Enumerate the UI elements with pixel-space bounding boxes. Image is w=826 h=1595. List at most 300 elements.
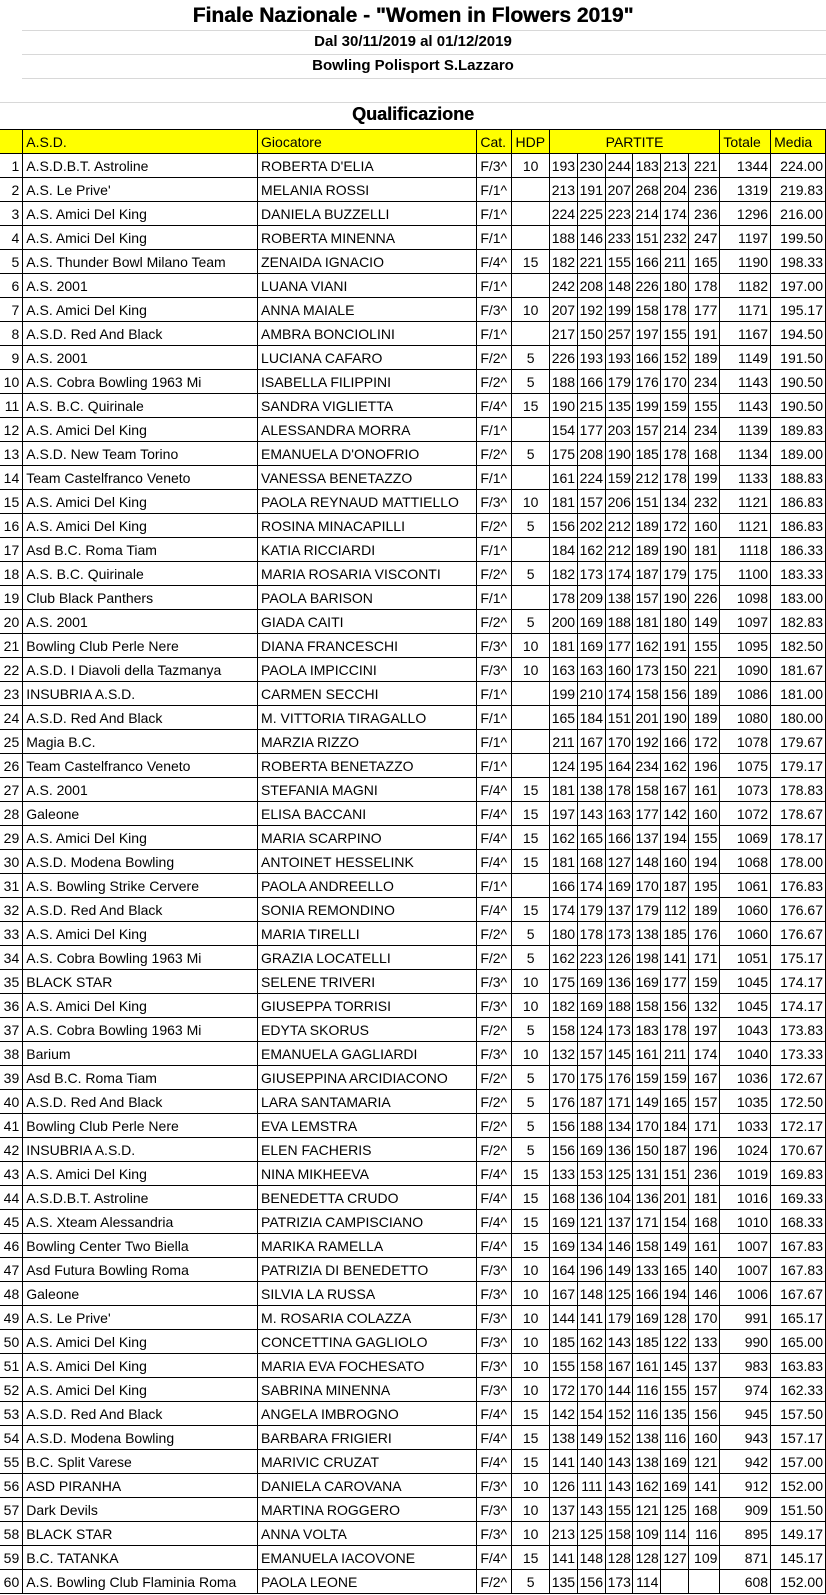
game4-cell: 116 [633, 1402, 661, 1426]
game5-cell: 166 [661, 730, 689, 754]
category-cell: F/1^ [477, 730, 512, 754]
game3-cell: 193 [605, 346, 633, 370]
rank-cell: 7 [0, 298, 23, 322]
average-cell: 167.83 [771, 1234, 826, 1258]
table-row [0, 1090, 826, 1114]
game5-cell: 159 [661, 1066, 689, 1090]
player-cell: ROBERTA BENETAZZO [258, 754, 477, 778]
table-row [0, 1378, 826, 1402]
table-row [0, 946, 826, 970]
rank-cell: 2 [0, 178, 23, 202]
game3-cell: 174 [605, 562, 633, 586]
total-cell: 1182 [720, 274, 771, 298]
total-cell: 1073 [720, 778, 771, 802]
player-cell: EDYTA SKORUS [258, 1018, 477, 1042]
asd-cell: Team Castelfranco Veneto [23, 754, 258, 778]
handicap-header: HDP [512, 130, 549, 154]
rank-cell: 36 [0, 994, 23, 1018]
game2-cell: 191 [577, 178, 605, 202]
game5-cell: 180 [661, 274, 689, 298]
handicap-cell: 5 [512, 1570, 549, 1594]
table-body [0, 154, 826, 1594]
player-cell: BARBARA FRIGIERI [258, 1426, 477, 1450]
total-cell: 1010 [720, 1210, 771, 1234]
rank-cell: 45 [0, 1210, 23, 1234]
game5-cell: 112 [661, 898, 689, 922]
average-cell: 162.33 [771, 1378, 826, 1402]
total-cell: 1051 [720, 946, 771, 970]
player-cell: ROBERTA MINENNA [258, 226, 477, 250]
table-row [0, 370, 826, 394]
total-cell: 1016 [720, 1186, 771, 1210]
table-header [0, 130, 826, 154]
game4-cell: 151 [633, 490, 661, 514]
game4-cell: 162 [633, 1474, 661, 1498]
game2-cell: 163 [577, 658, 605, 682]
game2-cell: 143 [577, 1498, 605, 1522]
game4-cell: 166 [633, 1282, 661, 1306]
game6-cell: 165 [689, 250, 720, 274]
game2-cell: 140 [577, 1450, 605, 1474]
asd-cell: B.C. TATANKA [23, 1546, 258, 1570]
player-cell: ALESSANDRA MORRA [258, 418, 477, 442]
game2-cell: 195 [577, 754, 605, 778]
rank-cell: 15 [0, 490, 23, 514]
category-cell: F/3^ [477, 1258, 512, 1282]
table-row [0, 466, 826, 490]
game2-cell: 175 [577, 1066, 605, 1090]
player-cell: LARA SANTAMARIA [258, 1090, 477, 1114]
category-cell: F/1^ [477, 202, 512, 226]
asd-cell: Barium [23, 1042, 258, 1066]
rank-cell: 37 [0, 1018, 23, 1042]
table-row [0, 754, 826, 778]
game3-cell: 170 [605, 730, 633, 754]
game3-cell: 178 [605, 778, 633, 802]
game5-cell: 190 [661, 586, 689, 610]
handicap-cell: 10 [512, 1042, 549, 1066]
game5-cell: 174 [661, 202, 689, 226]
game4-cell: 226 [633, 274, 661, 298]
rank-cell: 18 [0, 562, 23, 586]
total-cell: 1097 [720, 610, 771, 634]
game6-cell: 171 [689, 1114, 720, 1138]
rank-cell: 28 [0, 802, 23, 826]
total-cell: 1118 [720, 538, 771, 562]
table-row [0, 346, 826, 370]
game3-cell: 169 [605, 874, 633, 898]
average-cell: 151.50 [771, 1498, 826, 1522]
game5-cell: 125 [661, 1498, 689, 1522]
asd-cell: A.S. Amici Del King [23, 826, 258, 850]
rank-cell: 25 [0, 730, 23, 754]
game5-cell: 114 [661, 1522, 689, 1546]
game5-cell: 116 [661, 1426, 689, 1450]
game2-cell: 111 [577, 1474, 605, 1498]
player-cell: MARZIA RIZZO [258, 730, 477, 754]
table-row [0, 922, 826, 946]
game2-cell: 154 [577, 1402, 605, 1426]
asd-cell: A.S. Bowling Club Flaminia Roma [23, 1570, 258, 1594]
game5-cell: 155 [661, 1378, 689, 1402]
game5-cell: 122 [661, 1330, 689, 1354]
rank-cell: 8 [0, 322, 23, 346]
game2-cell: 208 [577, 274, 605, 298]
game1-cell: 213 [549, 178, 577, 202]
game3-cell: 135 [605, 394, 633, 418]
game3-cell: 212 [605, 514, 633, 538]
rank-cell: 51 [0, 1354, 23, 1378]
game3-cell: 166 [605, 826, 633, 850]
game6-cell: 161 [689, 778, 720, 802]
category-cell: F/3^ [477, 1378, 512, 1402]
rank-cell: 42 [0, 1138, 23, 1162]
average-cell: 179.67 [771, 730, 826, 754]
rank-cell: 33 [0, 922, 23, 946]
game5-cell: 134 [661, 490, 689, 514]
player-cell: CONCETTINA GAGLIOLO [258, 1330, 477, 1354]
asd-cell: ASD PIRANHA [23, 1474, 258, 1498]
asd-cell: A.S. 2001 [23, 778, 258, 802]
asd-cell: Asd B.C. Roma Tiam [23, 538, 258, 562]
game5-cell: 204 [661, 178, 689, 202]
table-row [0, 154, 826, 178]
average-cell: 169.33 [771, 1186, 826, 1210]
game1-cell: 156 [549, 1138, 577, 1162]
average-cell: 176.83 [771, 874, 826, 898]
average-cell: 170.67 [771, 1138, 826, 1162]
total-cell: 1069 [720, 826, 771, 850]
table-row [0, 274, 826, 298]
table-row [0, 1162, 826, 1186]
game4-cell: 185 [633, 442, 661, 466]
category-cell: F/1^ [477, 682, 512, 706]
total-cell: 1072 [720, 802, 771, 826]
average-cell: 186.83 [771, 490, 826, 514]
asd-cell: A.S. Thunder Bowl Milano Team [23, 250, 258, 274]
category-cell: F/1^ [477, 586, 512, 610]
category-cell: F/2^ [477, 946, 512, 970]
total-cell: 608 [720, 1570, 771, 1594]
player-cell: ELEN FACHERIS [258, 1138, 477, 1162]
game2-cell: 150 [577, 322, 605, 346]
category-cell: F/4^ [477, 826, 512, 850]
game2-cell: 173 [577, 562, 605, 586]
game2-cell: 178 [577, 922, 605, 946]
table-row [0, 394, 826, 418]
game4-cell: 114 [633, 1570, 661, 1594]
average-cell: 224.00 [771, 154, 826, 178]
asd-cell: A.S. Bowling Strike Cervere [23, 874, 258, 898]
game6-cell: 196 [689, 1138, 720, 1162]
category-cell: F/1^ [477, 226, 512, 250]
game1-cell: 168 [549, 1186, 577, 1210]
game6-cell: 234 [689, 418, 720, 442]
game1-cell: 181 [549, 850, 577, 874]
divider [22, 54, 826, 55]
game3-cell: 143 [605, 1330, 633, 1354]
total-cell: 1019 [720, 1162, 771, 1186]
handicap-cell: 10 [512, 658, 549, 682]
player-cell: EMANUELA GAGLIARDI [258, 1042, 477, 1066]
asd-cell: A.S. Amici Del King [23, 298, 258, 322]
category-cell: F/1^ [477, 874, 512, 898]
player-cell: ANNA VOLTA [258, 1522, 477, 1546]
table-row [0, 970, 826, 994]
game4-cell: 161 [633, 1042, 661, 1066]
game5-cell: 155 [661, 322, 689, 346]
player-cell: DANIELA CAROVANA [258, 1474, 477, 1498]
game3-cell: 137 [605, 898, 633, 922]
game5-cell: 194 [661, 1282, 689, 1306]
category-cell: F/4^ [477, 1186, 512, 1210]
game5-cell: 178 [661, 298, 689, 322]
game6-cell: 175 [689, 562, 720, 586]
player-cell: MARIVIC CRUZAT [258, 1450, 477, 1474]
player-cell: ROBERTA D'ELIA [258, 154, 477, 178]
game4-cell: 199 [633, 394, 661, 418]
rank-cell: 41 [0, 1114, 23, 1138]
table-row [0, 802, 826, 826]
game2-cell: 169 [577, 610, 605, 634]
game6-cell: 194 [689, 850, 720, 874]
table-row [0, 1522, 826, 1546]
category-cell: F/4^ [477, 1162, 512, 1186]
game4-cell: 158 [633, 1234, 661, 1258]
game5-cell: 170 [661, 370, 689, 394]
game3-cell: 104 [605, 1186, 633, 1210]
game4-cell: 201 [633, 706, 661, 730]
asd-cell: A.S. Amici Del King [23, 1330, 258, 1354]
total-cell: 1143 [720, 394, 771, 418]
average-cell: 182.50 [771, 634, 826, 658]
total-cell: 943 [720, 1426, 771, 1450]
total-cell: 1095 [720, 634, 771, 658]
handicap-cell: 5 [512, 1090, 549, 1114]
game3-cell: 179 [605, 1306, 633, 1330]
table-row [0, 826, 826, 850]
game4-cell: 173 [633, 658, 661, 682]
table-row [0, 250, 826, 274]
asd-cell: A.S. Amici Del King [23, 1354, 258, 1378]
game6-cell: 161 [689, 1234, 720, 1258]
asd-cell: A.S.D. Modena Bowling [23, 1426, 258, 1450]
game1-cell: 165 [549, 706, 577, 730]
game1-cell: 175 [549, 442, 577, 466]
rank-header [0, 130, 23, 154]
average-cell: 149.17 [771, 1522, 826, 1546]
game1-cell: 182 [549, 250, 577, 274]
game1-cell: 156 [549, 1114, 577, 1138]
handicap-cell: 5 [512, 922, 549, 946]
total-cell: 1060 [720, 922, 771, 946]
game3-cell: 174 [605, 682, 633, 706]
game1-cell: 135 [549, 1570, 577, 1594]
handicap-cell: 5 [512, 370, 549, 394]
game2-cell: 184 [577, 706, 605, 730]
category-cell: F/3^ [477, 970, 512, 994]
average-cell: 172.50 [771, 1090, 826, 1114]
game1-cell: 182 [549, 994, 577, 1018]
asd-cell: A.S.D. Modena Bowling [23, 850, 258, 874]
handicap-cell: 10 [512, 994, 549, 1018]
game6-cell: 155 [689, 634, 720, 658]
table-row [0, 322, 826, 346]
game6-cell: 247 [689, 226, 720, 250]
game5-cell: 178 [661, 442, 689, 466]
page-title: Finale Nazionale - "Women in Flowers 2019" [192, 4, 634, 27]
total-cell: 983 [720, 1354, 771, 1378]
total-cell: 1006 [720, 1282, 771, 1306]
handicap-cell: 10 [512, 1522, 549, 1546]
total-cell: 1075 [720, 754, 771, 778]
rank-cell: 55 [0, 1450, 23, 1474]
rank-cell: 52 [0, 1378, 23, 1402]
table-row [0, 1138, 826, 1162]
average-cell: 172.67 [771, 1066, 826, 1090]
category-cell: F/3^ [477, 1498, 512, 1522]
category-cell: F/4^ [477, 778, 512, 802]
rank-cell: 32 [0, 898, 23, 922]
rank-cell: 54 [0, 1426, 23, 1450]
table-row [0, 658, 826, 682]
handicap-cell: 10 [512, 634, 549, 658]
table-row [0, 1570, 826, 1594]
game1-cell: 158 [549, 1018, 577, 1042]
asd-cell: A.S. Amici Del King [23, 226, 258, 250]
player-cell: ZENAIDA IGNACIO [258, 250, 477, 274]
game6-cell: 174 [689, 1042, 720, 1066]
asd-cell: Dark Devils [23, 1498, 258, 1522]
average-cell: 189.83 [771, 418, 826, 442]
asd-cell: A.S.D. Red And Black [23, 1402, 258, 1426]
asd-cell: A.S.D. Red And Black [23, 322, 258, 346]
game4-cell: 138 [633, 1450, 661, 1474]
rank-cell: 46 [0, 1234, 23, 1258]
category-cell: F/4^ [477, 850, 512, 874]
game5-cell: 187 [661, 874, 689, 898]
asd-cell: INSUBRIA A.S.D. [23, 682, 258, 706]
total-cell: 1133 [720, 466, 771, 490]
game4-cell: 177 [633, 802, 661, 826]
table-row [0, 706, 826, 730]
game4-cell: 185 [633, 1330, 661, 1354]
category-cell: F/1^ [477, 178, 512, 202]
game6-cell: 189 [689, 346, 720, 370]
game6-cell: 156 [689, 1402, 720, 1426]
game2-cell: 124 [577, 1018, 605, 1042]
game6-cell: 155 [689, 826, 720, 850]
rank-cell: 58 [0, 1522, 23, 1546]
game2-cell: 230 [577, 154, 605, 178]
game5-cell: 211 [661, 250, 689, 274]
average-cell: 181.00 [771, 682, 826, 706]
game6-cell: 159 [689, 970, 720, 994]
total-cell: 990 [720, 1330, 771, 1354]
game3-cell: 136 [605, 1138, 633, 1162]
category-cell: F/1^ [477, 538, 512, 562]
asd-cell: A.S. Le Prive' [23, 178, 258, 202]
rank-cell: 6 [0, 274, 23, 298]
rank-cell: 47 [0, 1258, 23, 1282]
asd-cell: A.S.D. Red And Black [23, 898, 258, 922]
category-cell: F/3^ [477, 490, 512, 514]
game3-cell: 233 [605, 226, 633, 250]
total-cell: 1043 [720, 1018, 771, 1042]
game6-cell: 168 [689, 1498, 720, 1522]
asd-cell: A.S. Cobra Bowling 1963 Mi [23, 1018, 258, 1042]
total-cell: 1149 [720, 346, 771, 370]
game3-cell: 160 [605, 658, 633, 682]
table-row [0, 898, 826, 922]
table-row [0, 1282, 826, 1306]
average-cell: 219.83 [771, 178, 826, 202]
average-cell: 157.50 [771, 1402, 826, 1426]
category-cell: F/2^ [477, 514, 512, 538]
game6-cell: 155 [689, 394, 720, 418]
handicap-cell [512, 466, 549, 490]
category-cell: F/2^ [477, 1090, 512, 1114]
category-cell: F/2^ [477, 610, 512, 634]
player-cell: PAOLA BARISON [258, 586, 477, 610]
player-cell: PAOLA LEONE [258, 1570, 477, 1594]
category-cell: F/2^ [477, 562, 512, 586]
game4-cell: 181 [633, 610, 661, 634]
category-cell: F/3^ [477, 1306, 512, 1330]
game6-cell: 157 [689, 1378, 720, 1402]
game4-cell: 138 [633, 922, 661, 946]
asd-cell: A.S. Cobra Bowling 1963 Mi [23, 370, 258, 394]
game3-cell: 138 [605, 586, 633, 610]
game3-cell: 188 [605, 994, 633, 1018]
total-cell: 1036 [720, 1066, 771, 1090]
game4-cell: 268 [633, 178, 661, 202]
game3-cell: 167 [605, 1354, 633, 1378]
player-cell: ANTOINET HESSELINK [258, 850, 477, 874]
game2-cell: 169 [577, 994, 605, 1018]
category-cell: F/2^ [477, 442, 512, 466]
average-cell: 176.67 [771, 922, 826, 946]
game5-cell: 214 [661, 418, 689, 442]
game6-cell: 137 [689, 1354, 720, 1378]
average-cell: 168.33 [771, 1210, 826, 1234]
game1-cell: 181 [549, 778, 577, 802]
total-cell: 1061 [720, 874, 771, 898]
table-row [0, 610, 826, 634]
rank-cell: 39 [0, 1066, 23, 1090]
game6-cell: 116 [689, 1522, 720, 1546]
table-row [0, 682, 826, 706]
total-cell: 1134 [720, 442, 771, 466]
handicap-cell: 15 [512, 778, 549, 802]
game1-cell: 169 [549, 1210, 577, 1234]
game5-cell: 211 [661, 1042, 689, 1066]
game4-cell: 197 [633, 322, 661, 346]
asd-cell: A.S. Amici Del King [23, 1378, 258, 1402]
rank-cell: 17 [0, 538, 23, 562]
report-header [0, 0, 826, 126]
asd-header: A.S.D. [23, 130, 258, 154]
rank-cell: 44 [0, 1186, 23, 1210]
game1-cell: 144 [549, 1306, 577, 1330]
handicap-cell: 10 [512, 1306, 549, 1330]
total-cell: 1007 [720, 1258, 771, 1282]
handicap-cell [512, 418, 549, 442]
average-cell: 176.67 [771, 898, 826, 922]
table-row [0, 1114, 826, 1138]
average-cell: 173.33 [771, 1042, 826, 1066]
game3-cell: 171 [605, 1090, 633, 1114]
